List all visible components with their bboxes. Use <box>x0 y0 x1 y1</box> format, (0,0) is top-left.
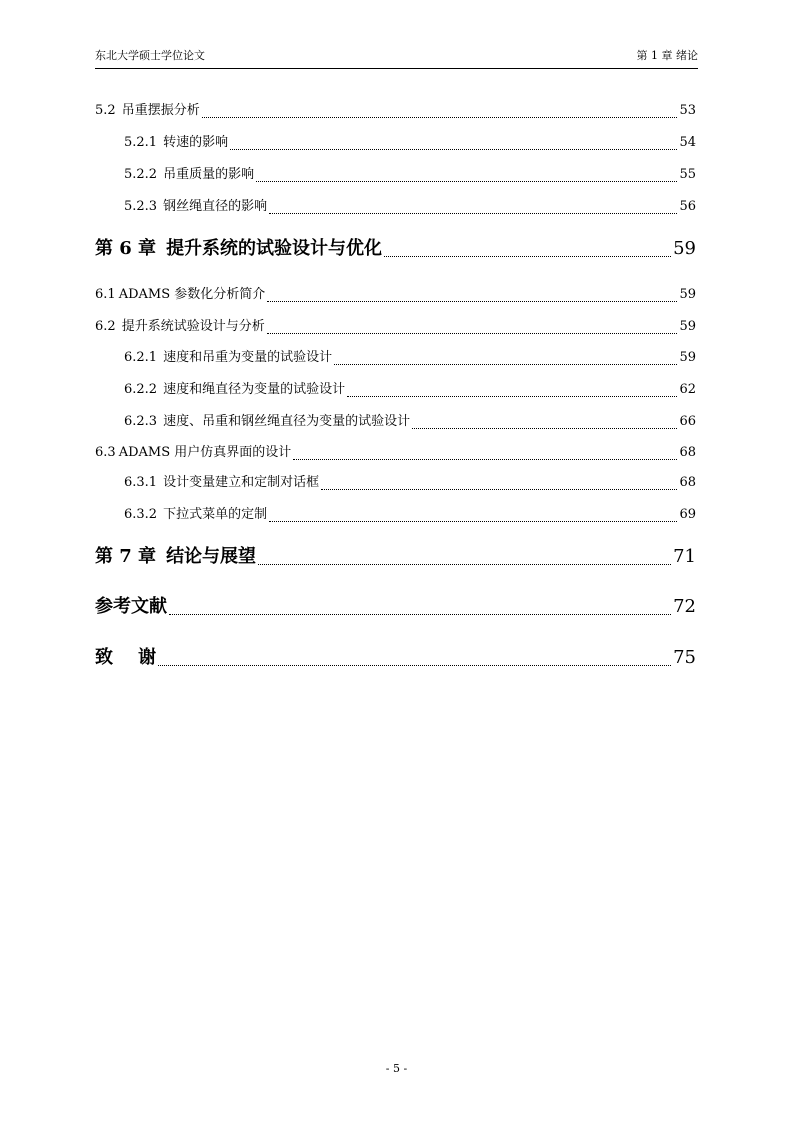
dot-leader <box>169 613 671 615</box>
toc-entry-title: 下拉式菜单的定制 <box>163 507 268 522</box>
toc-entry-5-2-2[interactable] <box>124 163 696 187</box>
toc-entry-title: 速度和绳直径为变量的试验设计 <box>163 382 346 397</box>
toc-entry-number: 6.2 <box>95 319 116 334</box>
toc-entry-page: 59 <box>679 287 696 302</box>
toc-entry-page: 62 <box>679 382 696 397</box>
toc-entry-number: 6.3.2 <box>124 507 158 522</box>
toc-chapter-number: 第 6 章 <box>95 238 157 259</box>
toc-entry-6-3-2[interactable] <box>124 503 696 527</box>
toc-entry-title: 转速的影响 <box>163 135 229 150</box>
toc-entry-title: 速度、吊重和钢丝绳直径为变量的试验设计 <box>163 414 411 429</box>
toc-entry-page: 72 <box>673 596 696 617</box>
toc-entry-page: 71 <box>673 546 696 567</box>
dot-leader <box>267 300 677 302</box>
toc-entry-5-2-1[interactable] <box>124 131 696 155</box>
toc-entry-page: 68 <box>679 475 696 490</box>
toc-entry-title: 钢丝绳直径的影响 <box>163 199 268 214</box>
toc-entry-acknowledgements[interactable] <box>95 643 696 673</box>
dot-leader <box>230 148 677 150</box>
toc-entry-6-2-2[interactable] <box>124 378 696 402</box>
toc-chapter-title: 提升系统的试验设计与优化 <box>166 238 383 259</box>
toc-chapter-title: 结论与展望 <box>166 546 257 567</box>
dot-leader <box>269 212 677 214</box>
toc-entry-number: 6.1 <box>95 287 116 302</box>
toc-entry-title: 设计变量建立和定制对话框 <box>163 475 320 490</box>
toc-entry-5-2-3[interactable] <box>124 195 696 219</box>
dot-leader <box>158 664 671 666</box>
toc-entry-title: 吊重质量的影响 <box>163 167 255 182</box>
toc-chapter-number: 第 7 章 <box>95 546 157 567</box>
header-chapter-title: 第 1 章 绪论 <box>636 49 698 62</box>
toc-entry-title: ADAMS 参数化分析简介 <box>118 287 266 302</box>
toc-entry-number: 6.2.2 <box>124 382 158 397</box>
toc-entry-chapter-7[interactable] <box>95 542 696 572</box>
toc-entry-6-3-1[interactable] <box>124 471 696 495</box>
toc-entry-page: 69 <box>679 507 696 522</box>
toc-entry-6-2-1[interactable] <box>124 346 696 370</box>
dot-leader <box>293 458 677 460</box>
toc-entry-number: 6.2.1 <box>124 350 158 365</box>
toc-entry-title: 提升系统试验设计与分析 <box>121 319 265 334</box>
toc-entry-page: 66 <box>679 414 696 429</box>
toc-chapter-title: 致 谢 <box>95 647 157 668</box>
toc-entry-page: 59 <box>673 238 696 259</box>
toc-entry-number: 5.2.3 <box>124 199 158 214</box>
toc-entry-number: 6.3.1 <box>124 475 158 490</box>
toc-entry-chapter-6[interactable] <box>95 234 696 264</box>
dot-leader <box>258 563 671 565</box>
toc-entry-page: 68 <box>679 445 696 460</box>
running-header <box>95 46 698 69</box>
dot-leader <box>321 488 677 490</box>
toc-entry-number: 6.3 <box>95 445 116 460</box>
toc-entry-number: 5.2.1 <box>124 135 158 150</box>
toc-entry-page: 75 <box>673 647 696 668</box>
page-number: - 5 - <box>385 1062 408 1075</box>
toc-entry-page: 53 <box>679 103 696 118</box>
dot-leader <box>384 255 671 257</box>
toc-entry-6-2[interactable] <box>95 315 696 339</box>
toc-entry-6-1[interactable] <box>95 283 696 307</box>
toc-chapter-title: 参考文献 <box>95 596 167 617</box>
toc-entry-title: ADAMS 用户仿真界面的设计 <box>118 445 292 460</box>
toc-entry-number: 5.2.2 <box>124 167 158 182</box>
toc-entry-title: 吊重摆振分析 <box>121 103 200 118</box>
toc-entry-page: 55 <box>679 167 696 182</box>
toc-entry-page: 59 <box>679 319 696 334</box>
toc-entry-6-2-3[interactable] <box>124 410 696 434</box>
dot-leader <box>267 332 678 334</box>
dot-leader <box>334 363 677 365</box>
dot-leader <box>347 395 677 397</box>
dot-leader <box>202 116 678 118</box>
toc-entry-number: 5.2 <box>95 103 116 118</box>
dot-leader <box>269 520 677 522</box>
toc-entry-page: 59 <box>679 350 696 365</box>
dot-leader <box>412 427 677 429</box>
toc-entry-page: 56 <box>679 199 696 214</box>
toc-entry-5-2[interactable] <box>95 99 696 123</box>
toc-entry-6-3[interactable] <box>95 441 696 465</box>
toc-entry-references[interactable] <box>95 592 696 622</box>
header-thesis-title: 东北大学硕士学位论文 <box>95 49 205 62</box>
toc-entry-title: 速度和吊重为变量的试验设计 <box>163 350 333 365</box>
toc-entry-number: 6.2.3 <box>124 414 158 429</box>
dot-leader <box>256 180 677 182</box>
toc-entry-page: 54 <box>679 135 696 150</box>
